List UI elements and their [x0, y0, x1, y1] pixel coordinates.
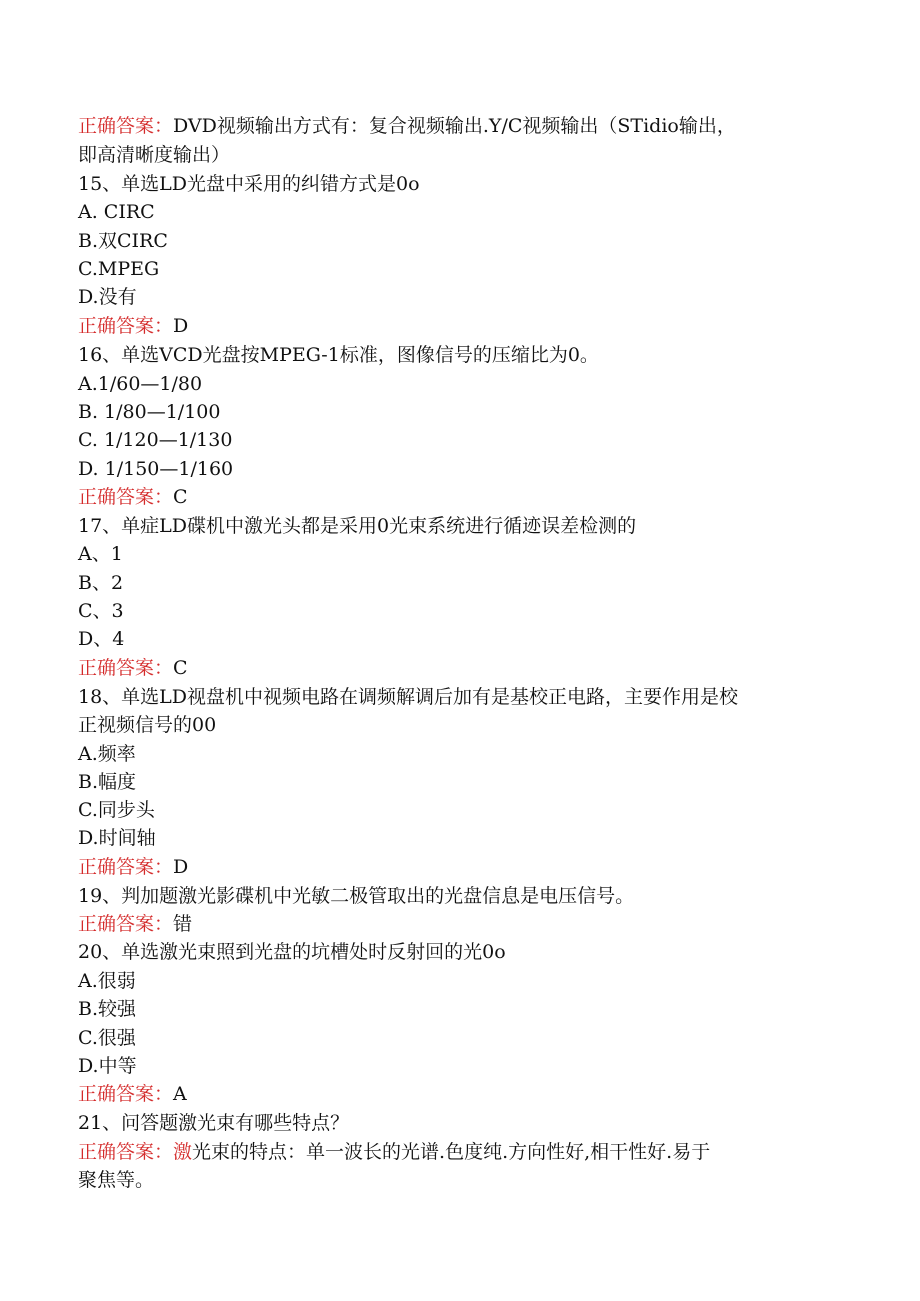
answer-text: D [173, 856, 189, 878]
text-line: D.时间轴 [78, 827, 156, 849]
answer-line [78, 483, 838, 511]
text-line: 18、单选LD视盘机中视频电路在调频解调后加有是基校正电路，主要作用是校 [78, 686, 739, 708]
answer-label: 正确答案： [78, 315, 174, 337]
text-line: D. 1/150—1/160 [78, 458, 234, 480]
answer-text: 错 [173, 913, 193, 935]
answer-text: 光束的特点：单一波长的光谱.色度纯.方向性好,相干性好.易于 [192, 1141, 711, 1163]
text-line: C. 1/120—1/130 [78, 429, 233, 451]
text-line: A.很弱 [78, 970, 136, 992]
text-line: A.频率 [78, 743, 136, 765]
text-line: 17、单症LD碟机中激光头都是采用0光束系统进行循迹误差检测的 [78, 515, 637, 537]
text-line: 16、单选VCD光盘按MPEG-1标准，图像信号的压缩比为0。 [78, 344, 599, 366]
text-line: A.1/60—1/80 [78, 373, 203, 395]
answer-line [78, 910, 838, 938]
answer-line [78, 1080, 838, 1108]
text-line: 即高清晰度输出） [78, 144, 231, 166]
answer-text: A [173, 1083, 187, 1105]
text-line: C.同步头 [78, 799, 155, 821]
answer-label: 正确答案： [78, 1141, 174, 1163]
text-line: 20、单选激光束照到光盘的坑槽处时反射回的光0o [78, 941, 506, 963]
answer-text: C [173, 486, 188, 508]
text-line: 聚焦等。 [78, 1169, 155, 1191]
answer-line [78, 112, 838, 140]
answer-line [78, 654, 838, 682]
text-line: 正视频信号的00 [78, 714, 217, 736]
answer-line [78, 853, 838, 881]
text-line: D、4 [78, 628, 125, 650]
answer-line [78, 1138, 838, 1166]
text-line: D.中等 [78, 1055, 137, 1077]
answer-label: 正确答案： [78, 913, 174, 935]
answer-text: C [173, 657, 188, 679]
text-line: A、1 [78, 543, 123, 565]
answer-label: 正确答案： [78, 115, 174, 137]
answer-label: 正确答案： [78, 657, 174, 679]
answer-label: 正确答案： [78, 486, 174, 508]
text-line: C、3 [78, 600, 124, 622]
text-line: B、2 [78, 572, 124, 594]
text-line: C.MPEG [78, 258, 160, 280]
text-line: B.较强 [78, 998, 137, 1020]
text-line: 19、判加题激光影碟机中光敏二极管取出的光盘信息是电压信号。 [78, 885, 635, 907]
answer-highlight: 激 [173, 1141, 193, 1163]
answer-text: DVD视频输出方式有：复合视频输出.Y/C视频输出（STidio输出， [173, 115, 736, 137]
answer-line [78, 312, 838, 340]
text-line: B.双CIRC [78, 230, 168, 252]
text-line: 21、问答题激光束有哪些特点？ [78, 1112, 350, 1134]
text-line: C.很强 [78, 1027, 136, 1049]
text-line: B. 1/80—1/100 [78, 401, 221, 423]
text-line: D.没有 [78, 286, 137, 308]
text-line: 15、单选LD光盘中采用的纠错方式是0o [78, 173, 420, 195]
text-line: A. CIRC [78, 201, 155, 223]
answer-label: 正确答案： [78, 1083, 174, 1105]
answer-text: D [173, 315, 189, 337]
text-line: B.幅度 [78, 771, 137, 793]
answer-label: 正确答案： [78, 856, 174, 878]
